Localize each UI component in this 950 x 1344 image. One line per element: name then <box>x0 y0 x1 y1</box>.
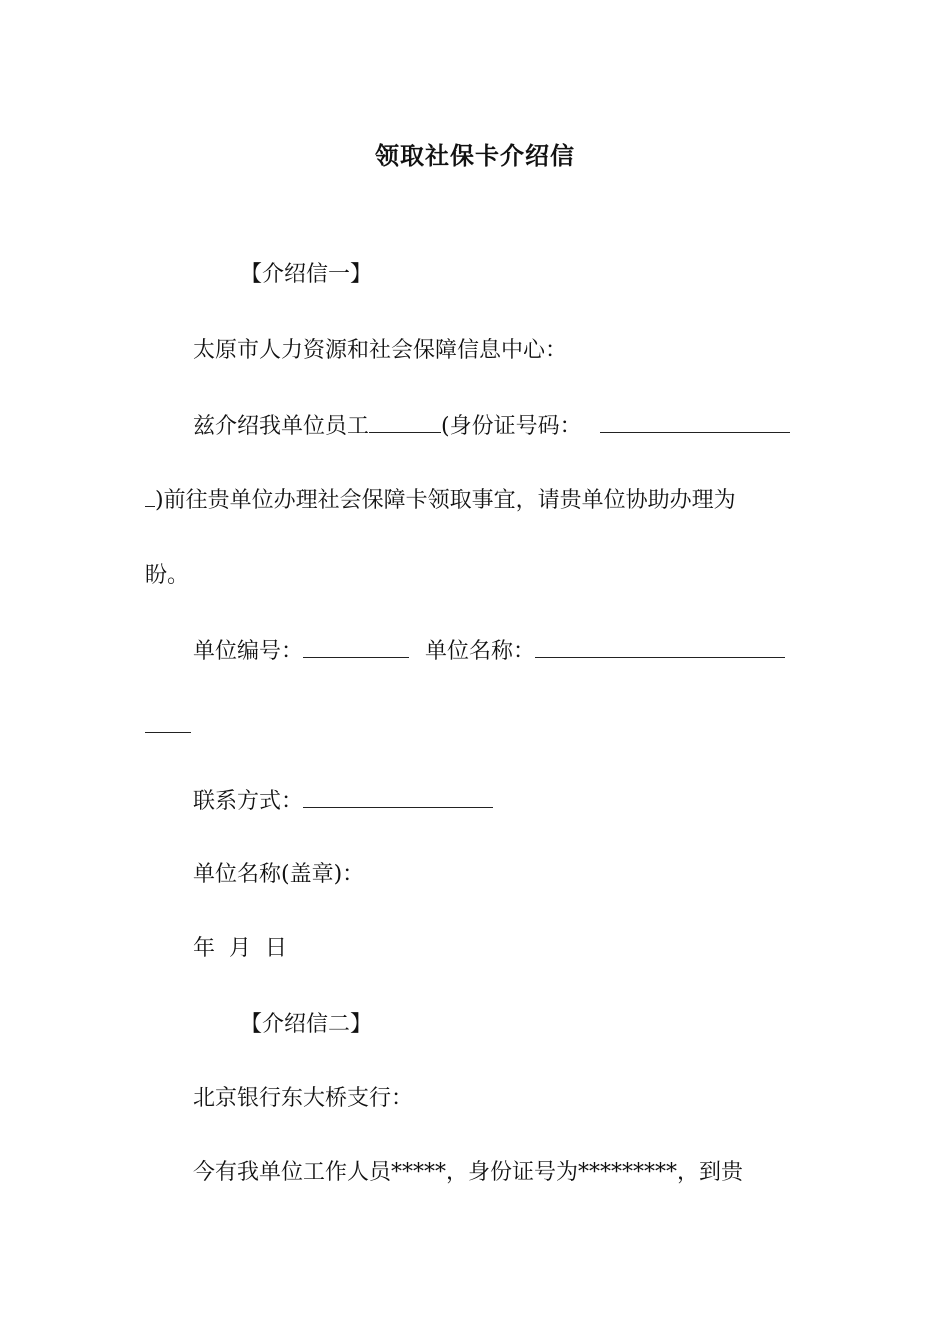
letter1-body-line2 <box>145 484 736 517</box>
letter2-body-line1: 今有我单位工作人员*****，身份证号为*********，到贵 <box>193 1160 744 1185</box>
letter1-recipient: 太原市人力资源和社会保障信息中心： <box>193 338 568 363</box>
letter2-heading: 【介绍信二】 <box>240 1012 373 1037</box>
employee-name-blank[interactable] <box>369 410 441 433</box>
letter1-stamp-line: 单位名称(盖章)： <box>193 862 365 887</box>
unit-name-label: 单位名称： <box>425 639 536 664</box>
letter1-heading: 【介绍信一】 <box>240 262 373 287</box>
letter2-recipient: 北京银行东大桥支行： <box>193 1086 414 1111</box>
letter1-body-text: )前往贵单位办理社会保障卡领取事宜，请贵单位协助办理为 <box>155 488 736 513</box>
unit-name-blank[interactable] <box>535 635 785 658</box>
unit-number-label: 单位编号： <box>193 639 304 664</box>
document-title: 领取社保卡介绍信 <box>375 141 575 170</box>
letter1-id-label: (身份证号码： <box>441 414 582 439</box>
id-number-blank[interactable] <box>600 410 790 433</box>
letter1-contact-line <box>193 785 493 818</box>
letter1-body-line1 <box>193 410 790 443</box>
id-number-blank-continued[interactable] <box>145 484 155 507</box>
contact-label: 联系方式： <box>193 789 304 814</box>
letter1-body-line3: 盼。 <box>145 563 190 588</box>
unit-name-blank-line2 <box>145 710 191 743</box>
letter1-date-line: 年 月 日 <box>193 936 287 961</box>
letter1-unit-line <box>193 635 785 668</box>
unit-number-blank[interactable] <box>303 635 409 658</box>
letter1-body-prefix: 兹介绍我单位员工 <box>193 414 370 439</box>
contact-blank[interactable] <box>303 785 493 808</box>
unit-name-blank-continued[interactable] <box>145 710 191 733</box>
